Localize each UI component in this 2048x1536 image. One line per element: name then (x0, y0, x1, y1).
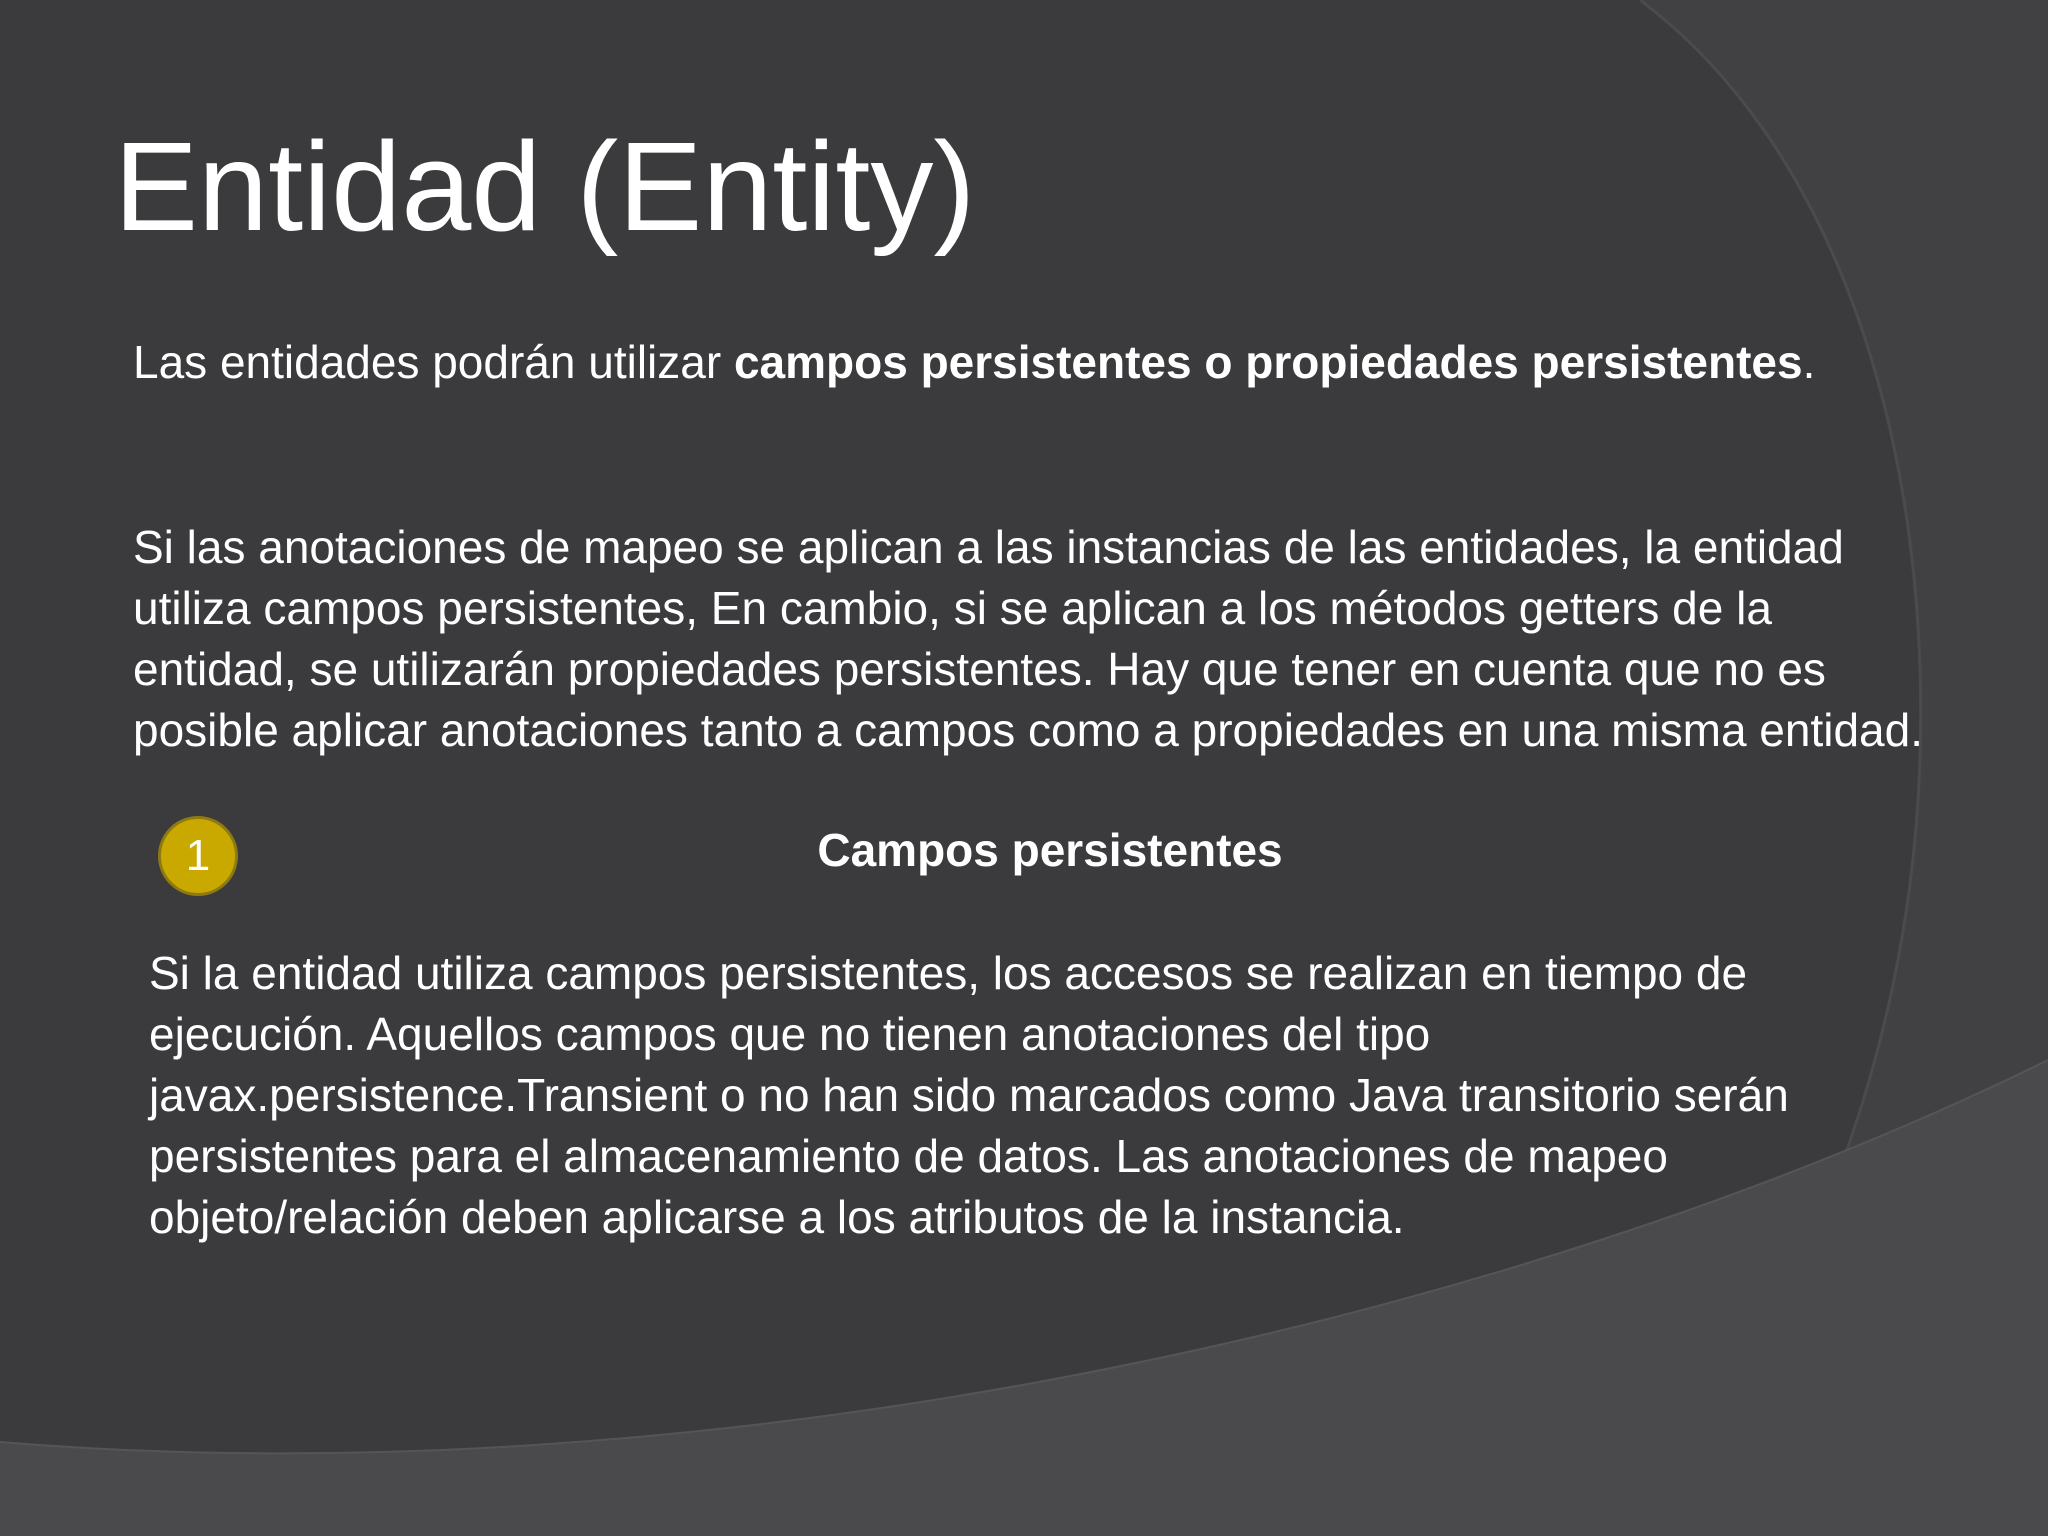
number-marker: 1 (158, 816, 238, 896)
intro-bold-text: campos persistentes o propiedades persistentes (733, 336, 1803, 388)
annotations-paragraph: Si las anotaciones de mapeo se aplican a las instancias de las entidades, la entidad utiliza campos persistentes, En cambio, si se aplican a los métodos getters de la entidad, se utilizarán propiedades persistentes. Hay que tener en cuenta que no es posible aplicar anotaciones tanto a campos como a propiedades en una misma entidad. (133, 521, 1924, 756)
intro-paragraph (133, 332, 1893, 393)
intro-text-end: . (1802, 336, 1816, 388)
section-subheading: Campos persistentes (817, 824, 1283, 876)
intro-text: Las entidades podrán utilizar (133, 336, 734, 388)
persistent-fields-paragraph: Si la entidad utiliza campos persistentes, los accesos se realizan en tiempo de ejecución. Aquellos campos que no tienen anotaciones del tipo javax.persistence.Transient o no han sido marcados como Java transitorio serán persistentes para el almacenamiento de datos. Las anotaciones de mapeo objeto/relación deben aplicarse a los atributos de la instancia. (149, 947, 1789, 1243)
slide-title: Entidad (Entity) (114, 116, 976, 257)
